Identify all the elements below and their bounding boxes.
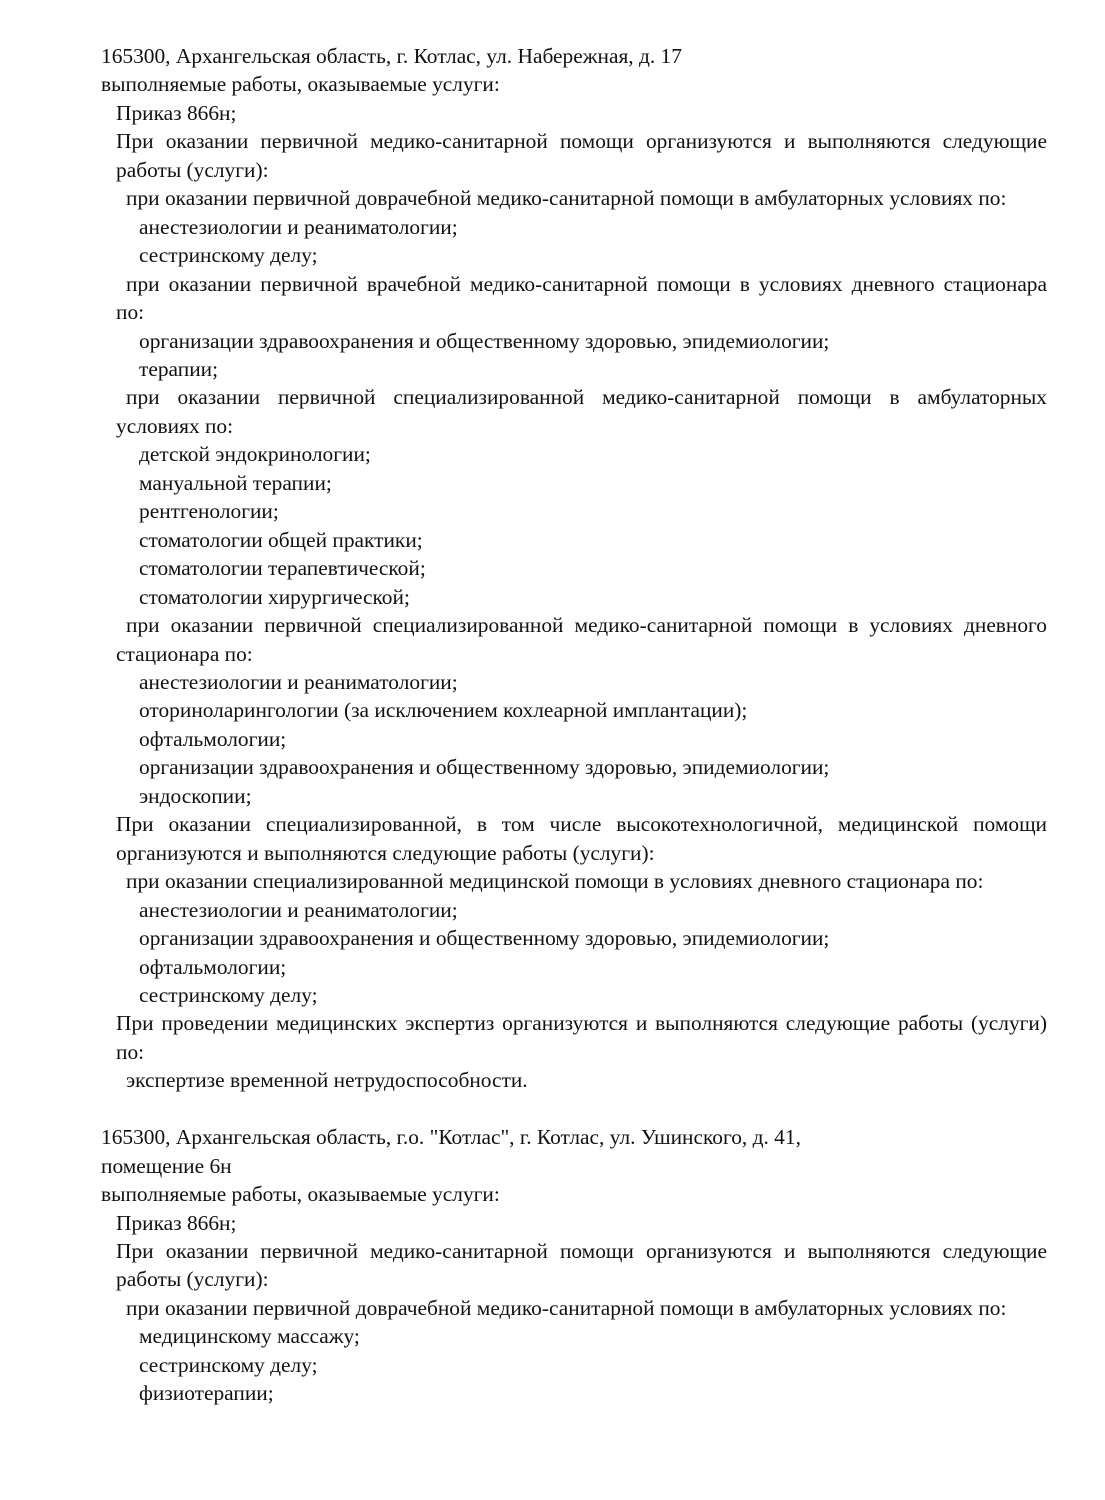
group-heading: при оказании первичной специализированной медико-санитарной помощи в условиях дневного стационара по: bbox=[116, 613, 1047, 666]
list-item: сестринскому делу; bbox=[139, 243, 318, 268]
list-item: детской эндокринологии; bbox=[139, 442, 371, 467]
list-item: стоматологии хирургической; bbox=[139, 584, 410, 609]
list-item: офтальмологии; bbox=[139, 954, 287, 979]
section-heading: При оказании специализированной, в том числе высокотехнологичной, медицинской помощи организуются и выполняются следующие работы (услуги): bbox=[116, 812, 1047, 865]
list-item: стоматологии терапевтической; bbox=[139, 556, 426, 581]
list-item: анестезиологии и реаниматологии; bbox=[139, 214, 458, 239]
list-item: рентгенологии; bbox=[139, 499, 279, 524]
list-item: офтальмологии; bbox=[139, 726, 287, 751]
order-ref: Приказ 866н; bbox=[116, 1210, 237, 1235]
list-item: эндоскопии; bbox=[139, 783, 252, 808]
block-spacer bbox=[101, 1095, 1047, 1123]
address-line: 165300, Архангельская область, г.о. "Котлас", г. Котлас, ул. Ушинского, д. 41, bbox=[101, 1125, 801, 1150]
list-item: организации здравоохранения и общественному здоровью, эпидемиологии; bbox=[139, 755, 830, 780]
section-heading: При проведении медицинских экспертиз организуются и выполняются следующие работы (услуги) по: bbox=[116, 1011, 1047, 1064]
list-item: мануальной терапии; bbox=[139, 470, 332, 495]
services-label: выполняемые работы, оказываемые услуги: bbox=[101, 72, 500, 97]
group-heading: при оказании первичной доврачебной медико-санитарной помощи в амбулаторных условиях по: bbox=[126, 186, 1007, 211]
list-item: медицинскому массажу; bbox=[139, 1324, 360, 1349]
list-item: организации здравоохранения и общественному здоровью, эпидемиологии; bbox=[139, 926, 830, 951]
section-heading: При оказании первичной медико-санитарной помощи организуются и выполняются следующие работы (услуги): bbox=[116, 129, 1047, 182]
list-item: терапии; bbox=[139, 356, 219, 381]
address-line: 165300, Архангельская область, г. Котлас, ул. Набережная, д. 17 bbox=[101, 44, 682, 68]
list-item: оториноларингологии (за исключением кохлеарной имплантации); bbox=[139, 698, 748, 723]
services-label: выполняемые работы, оказываемые услуги: bbox=[101, 1182, 500, 1207]
section-heading: При оказании первичной медико-санитарной помощи организуются и выполняются следующие работы (услуги): bbox=[116, 1239, 1047, 1292]
list-item: сестринскому делу; bbox=[139, 982, 318, 1007]
list-item: стоматологии общей практики; bbox=[139, 527, 423, 552]
order-ref: Приказ 866н; bbox=[116, 100, 237, 125]
list-item: организации здравоохранения и общественному здоровью, эпидемиологии; bbox=[139, 328, 830, 353]
list-item: анестезиологии и реаниматологии; bbox=[139, 897, 458, 922]
group-heading: при оказании первичной доврачебной медико-санитарной помощи в амбулаторных условиях по: bbox=[126, 1295, 1007, 1320]
list-item: физиотерапии; bbox=[139, 1381, 274, 1406]
address-line: помещение 6н bbox=[101, 1153, 232, 1178]
group-heading: при оказании специализированной медицинской помощи в условиях дневного стационара по: bbox=[126, 869, 984, 894]
list-item: сестринскому делу; bbox=[139, 1352, 318, 1377]
group-heading: при оказании первичной специализированной медико-санитарной помощи в амбулаторных условиях по: bbox=[116, 385, 1047, 438]
list-item: анестезиологии и реаниматологии; bbox=[139, 669, 458, 694]
group-heading: экспертизе временной нетрудоспособности. bbox=[126, 1068, 528, 1093]
group-heading: при оказании первичной врачебной медико-санитарной помощи в условиях дневного стационара по: bbox=[116, 271, 1047, 325]
